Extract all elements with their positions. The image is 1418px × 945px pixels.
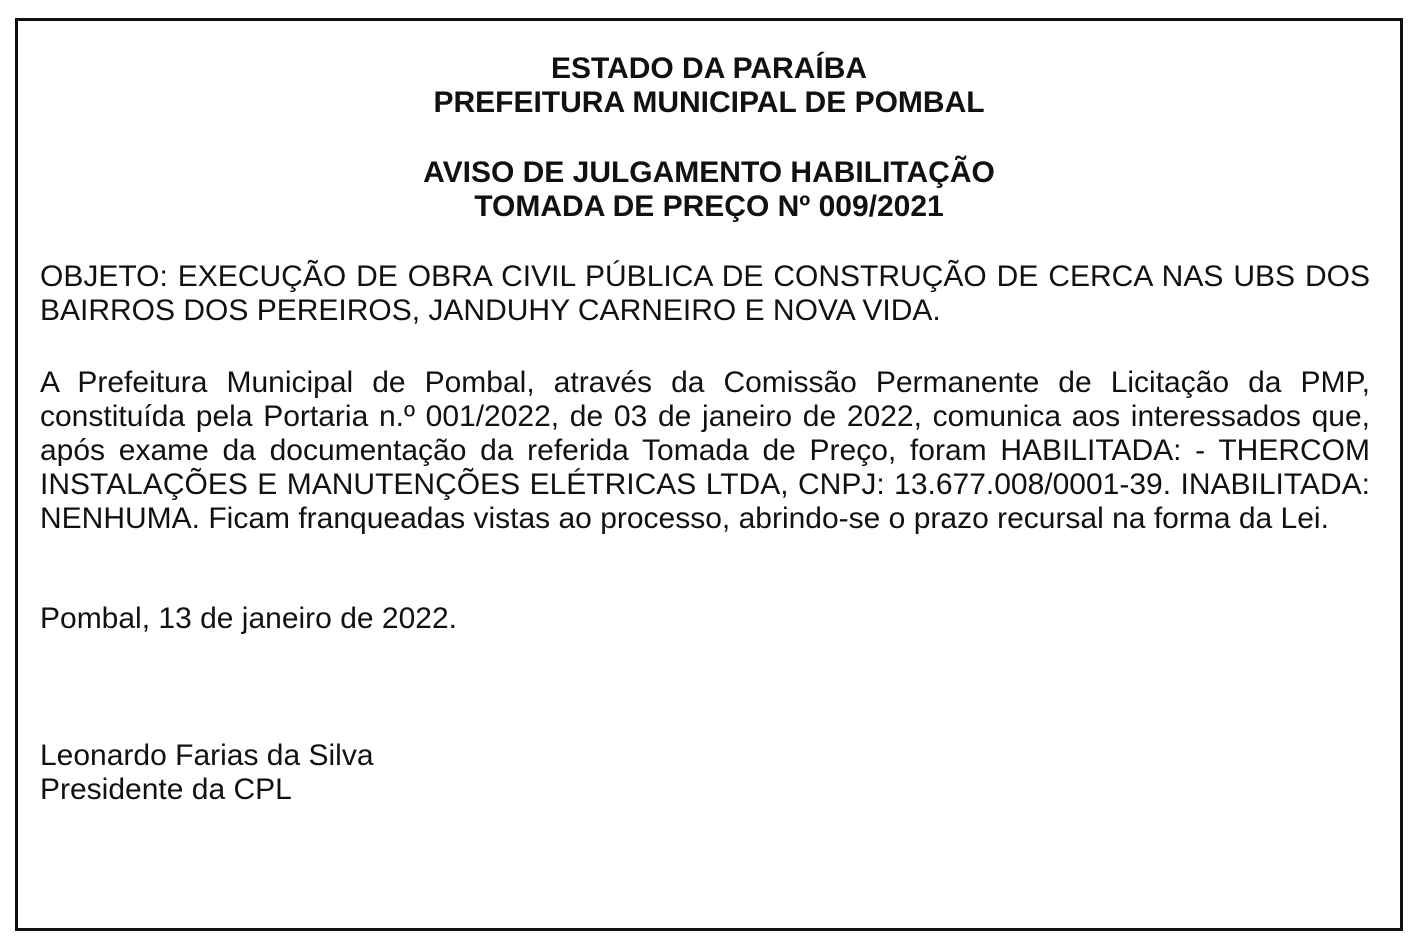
signatory-name: Leonardo Farias da Silva [40,739,374,772]
notice-frame [15,18,1403,931]
notice-title [18,156,1400,224]
notice-type: AVISO DE JULGAMENTO HABILITAÇÃO [423,156,995,189]
procedure-number: TOMADA DE PREÇO Nº 009/2021 [474,190,944,223]
municipality-name: PREFEITURA MUNICIPAL DE POMBAL [433,86,985,119]
state-name: ESTADO DA PARAÍBA [550,52,868,85]
date-line: Pombal, 13 de janeiro de 2022. [40,602,457,635]
body-paragraph: A Prefeitura Municipal de Pombal, através da Comissão Permanente de Licitação da PMP, constituída pela Portaria n.º 001/2022, de 03 de janeiro de 2022, comunica aos interessados que, após exame da documentação da referida Tomada de Preço, foram HABILITADA: - THERCOM INSTALAÇÕES E MANUTENÇÕES ELÉTRICAS LTDA, CNPJ: 13.677.008/0001-39. INABILITADA: NENHUMA. Ficam franqueadas vistas ao processo, abrindo-se o prazo recursal na forma da Lei. [40,366,1370,535]
signatory-role: Presidente da CPL [40,773,292,806]
notice-header [18,52,1400,120]
object-paragraph: OBJETO: EXECUÇÃO DE OBRA CIVIL PÚBLICA DE CONSTRUÇÃO DE CERCA NAS UBS DOS BAIRROS DOS PEREIROS, JANDUHY CARNEIRO E NOVA VIDA. [40,260,1370,327]
signature-block [40,739,374,807]
